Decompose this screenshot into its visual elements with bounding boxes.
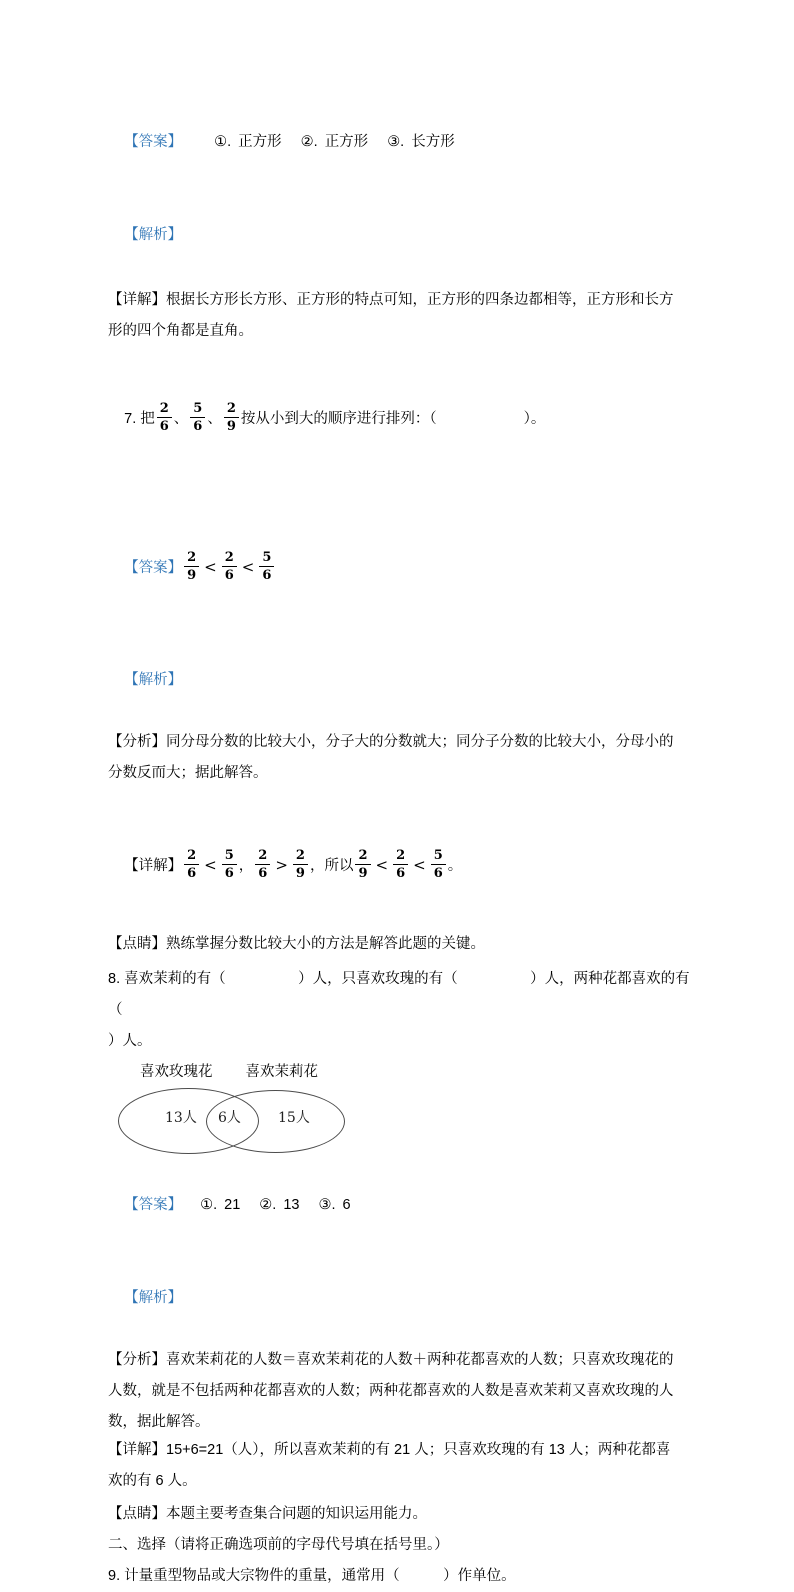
fraction: $\frac{2}{9}$	[224, 402, 239, 433]
answer-item	[214, 127, 282, 158]
fraction: $\frac{2}{6}$	[184, 849, 199, 880]
less-than-operator: <	[413, 856, 426, 874]
q7-stem-line	[108, 359, 698, 479]
venn-titles	[108, 1059, 698, 1085]
q6-detail-line-2: 形的四个角都是直角。	[108, 323, 253, 339]
answer-item	[301, 127, 369, 158]
jiexi-label: 【解析】	[124, 1290, 183, 1306]
detail-label: 【详解】	[124, 858, 183, 874]
q6-answer-line	[108, 96, 698, 189]
fraction: $\frac{2}{6}$	[222, 551, 237, 582]
q7-jiexi-line	[108, 634, 698, 727]
circled-number: ②.	[300, 134, 318, 150]
venn-right-value: 15人	[278, 1110, 310, 1126]
answer-text: 13	[283, 1197, 300, 1213]
answer-label: 【答案】	[124, 1197, 183, 1213]
circled-number: ①.	[214, 134, 232, 150]
venn-left-title: 喜欢玫瑰花	[140, 1064, 213, 1080]
answer-label: 【答案】	[124, 134, 183, 150]
less-than-operator: <	[204, 856, 217, 874]
q7-tip-line: 【点睛】熟练掌握分数比较大小的方法是解答此题的关键。	[108, 936, 485, 952]
venn-diagram	[108, 1085, 468, 1159]
fraction: $\frac{2}{9}$	[184, 551, 199, 582]
answer-item	[200, 1190, 240, 1221]
answer-text: 21	[224, 1197, 241, 1213]
q6-jiexi-line	[108, 189, 698, 282]
answer-text: 6	[342, 1197, 351, 1213]
circled-number: ①.	[200, 1197, 218, 1213]
q8-jiexi-line	[108, 1252, 698, 1345]
q7-analysis-line-2: 分数反而大；据此解答。	[108, 765, 268, 781]
fraction: $\frac{5}{6}$	[190, 402, 205, 433]
q8-detail-line-2: 欢的有 6 人。	[108, 1473, 197, 1489]
jiexi-label: 【解析】	[124, 672, 183, 688]
fraction: $\frac{5}{6}$	[222, 849, 237, 880]
venn-left-value: 13人	[165, 1110, 197, 1126]
less-than-operator: <	[241, 558, 255, 576]
jiexi-label: 【解析】	[124, 227, 183, 243]
greater-than-operator: >	[275, 856, 288, 874]
less-than-operator: <	[375, 856, 389, 874]
circled-number: ③.	[318, 1197, 336, 1213]
q8-stem-line-2: ）人。	[108, 1033, 152, 1049]
q7-answer-line	[108, 507, 698, 628]
answer-text: 正方形	[238, 134, 282, 150]
q8-detail-line-1: 【详解】15+6=21（人），所以喜欢茉莉的有 21 人；只喜欢玫瑰的有 13 人；两种花都喜	[108, 1442, 671, 1458]
venn-overlap-value: 6人	[218, 1110, 241, 1126]
answer-label: 【答案】	[124, 560, 183, 576]
circled-number: ③.	[387, 134, 405, 150]
q7-detail-line	[108, 805, 698, 926]
venn-right-title: 喜欢茉莉花	[245, 1064, 318, 1080]
connector-text: ，所以	[309, 858, 354, 874]
q8-analysis-line-1: 【分析】喜欢茉莉花的人数＝喜欢茉莉花的人数＋两种花都喜欢的人数；只喜欢玫瑰花的	[108, 1352, 674, 1368]
q8-answer-line	[108, 1159, 698, 1252]
fraction: $\frac{5}{6}$	[259, 551, 274, 582]
question-text: 按从小到大的顺序进行排列：（ ）。	[240, 411, 546, 427]
fraction: $\frac{2}{9}$	[355, 849, 370, 880]
answer-item	[259, 1190, 299, 1221]
answer-item	[318, 1190, 350, 1221]
q8-tip-line: 【点睛】本题主要考查集合问题的知识运用能力。	[108, 1506, 427, 1522]
fraction: $\frac{5}{6}$	[431, 849, 446, 880]
q8-analysis-line-2: 人数，就是不包括两种花都喜欢的人数；两种花都喜欢的人数是喜欢茉莉又喜欢玫瑰的人	[108, 1383, 674, 1399]
fraction: $\frac{2}{6}$	[157, 402, 172, 433]
separator: 、	[207, 411, 222, 427]
less-than-operator: <	[204, 558, 217, 576]
fraction: $\frac{2}{6}$	[393, 849, 408, 880]
answer-text: 正方形	[324, 134, 369, 150]
fraction: $\frac{2}{6}$	[255, 849, 270, 880]
q9-stem-line: 9. 计量重型物品或大宗物件的重量，通常用（ ）作单位。	[108, 1568, 516, 1584]
fraction: $\frac{2}{9}$	[293, 849, 308, 880]
separator: 、	[173, 411, 189, 427]
comma: ，	[238, 858, 254, 874]
period: 。	[447, 858, 463, 874]
q8-stem-line-1: 8. 喜欢茉莉的有（ ）人，只喜欢玫瑰的有（ ）人，两种花都喜欢的有（	[108, 971, 690, 1018]
q8-analysis-line-3: 数，据此解答。	[108, 1414, 210, 1430]
answer-text: 长方形	[411, 134, 455, 150]
circled-number: ②.	[259, 1197, 277, 1213]
question-number-text: 7. 把	[124, 411, 155, 427]
answer-item	[387, 127, 455, 158]
q6-detail-line-1: 【详解】根据长方形长方形、正方形的特点可知，正方形的四条边都相等，正方形和长方	[108, 292, 674, 308]
q7-analysis-line-1: 【分析】同分母分数的比较大小，分子大的分数就大；同分子分数的比较大小，分母小的	[108, 734, 674, 750]
section-2-heading: 二、选择（请将正确选项前的字母代号填在括号里。）	[108, 1537, 449, 1553]
